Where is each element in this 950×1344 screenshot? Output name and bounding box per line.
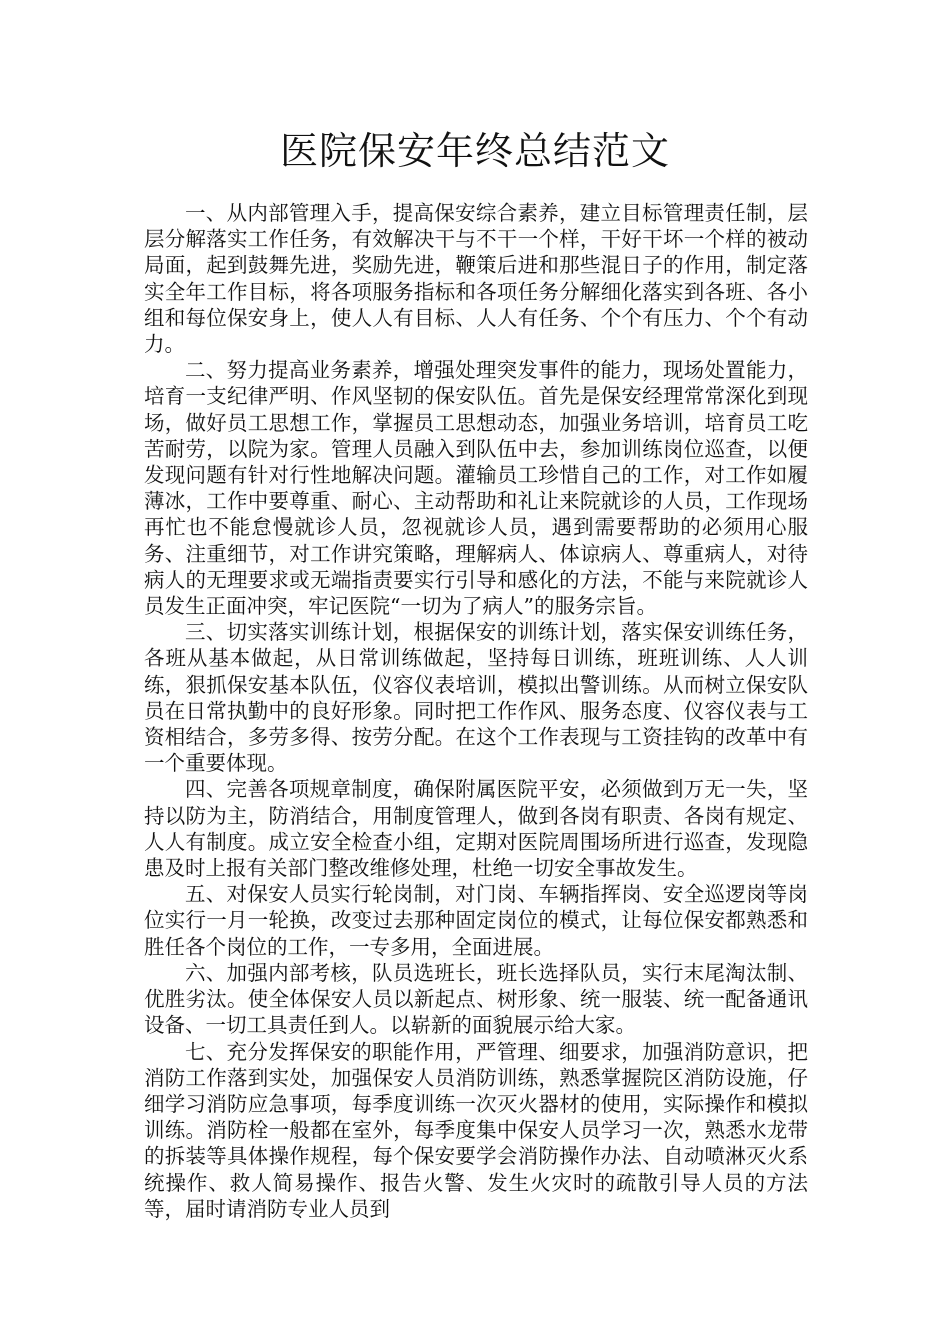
paragraph-3: 三、切实落实训练计划，根据保安的训练计划，落实保安训练任务，各班从基本做起，从日常训练做起，坚持每日训练，班班训练、人人训练，狠抓保安基本队伍，仪容仪表培训，模拟出警训练。从而树立保安队员在日常执勤中的良好形象。同时把工作作风、服务态度、仪容仪表与工资相结合，多劳多得、按劳分配。在这个工作表现与工资挂钩的改革中有一个重要体现。 — [144, 620, 808, 776]
paragraph-4: 四、完善各项规章制度，确保附属医院平安，必须做到万无一失，坚持以防为主，防消结合，用制度管理人，做到各岗有职责、各岗有规定、人人有制度。成立安全检查小组，定期对医院周围场所进行巡查，发现隐患及时上报有关部门整改维修处理，杜绝一切安全事故发生。 — [144, 777, 808, 881]
document-title: 医院保安年终总结范文 — [279, 129, 670, 173]
paragraph-6: 六、加强内部考核，队员选班长，班长选择队员，实行末尾淘汰制、优胜劣汰。使全体保安人员以新起点、树形象、统一服装、统一配备通讯设备、一切工具责任到人。以崭新的面貌展示给大家。 — [144, 960, 808, 1038]
paragraph-7: 七、充分发挥保安的职能作用，严管理、细要求，加强消防意识，把消防工作落到实处，加强保安人员消防训练，熟悉掌握院区消防设施，仔细学习消防应急事项，每季度训练一次灭火器材的使用，实际操作和模拟训练。消防栓一般都在室外，每季度集中保安人员学习一次，熟悉水龙带的拆装等具体操作规程，每个保安要学会消防操作办法、自动喷淋灭火系统操作、救人简易操作、报告火警、发生火灾时的疏散引导人员的方法等，届时请消防专业人员到 — [144, 1039, 808, 1221]
paragraph-2: 二、努力提高业务素养，增强处理突发事件的能力，现场处置能力，培育一支纪律严明、作风坚韧的保安队伍。首先是保安经理常常深化到现场，做好员工思想工作，掌握员工思想动态，加强业务培训，培育员工吃苦耐劳，以院为家。管理人员融入到队伍中去，参加训练岗位巡查，以便发现问题有针对行性地解决问题。灌输员工珍惜自己的工作，对工作如履薄冰，工作中要尊重、耐心、主动帮助和礼让来院就诊的人员，工作现场再忙也不能怠慢就诊人员，忽视就诊人员，遇到需要帮助的必须用心服务、注重细节，对工作讲究策略，理解病人、体谅病人、尊重病人，对待病人的无理要求或无端指责要实行引导和感化的方法，不能与来院就诊人员发生正面冲突，牢记医院“一切为了病人”的服务宗旨。 — [144, 358, 808, 619]
paragraph-5: 五、对保安人员实行轮岗制，对门岗、车辆指挥岗、安全巡逻岗等岗位实行一月一轮换，改变过去那种固定岗位的模式，让每位保安都熟悉和胜任各个岗位的工作，一专多用，全面进展。 — [144, 882, 808, 959]
paragraph-1: 一、从内部管理入手，提高保安综合素养，建立目标管理责任制，层层分解落实工作任务，有效解决干与不干一个样，干好干坏一个样的被动局面，起到鼓舞先进，奖励先进，鞭策后进和那些混日子的作用，制定落实全年工作目标，将各项服务指标和各项任务分解细化落实到各班、各小组和每位保安身上，使人人有目标、人人有任务、个个有压力、个个有动力。 — [144, 201, 808, 357]
document-body — [144, 200, 808, 1222]
